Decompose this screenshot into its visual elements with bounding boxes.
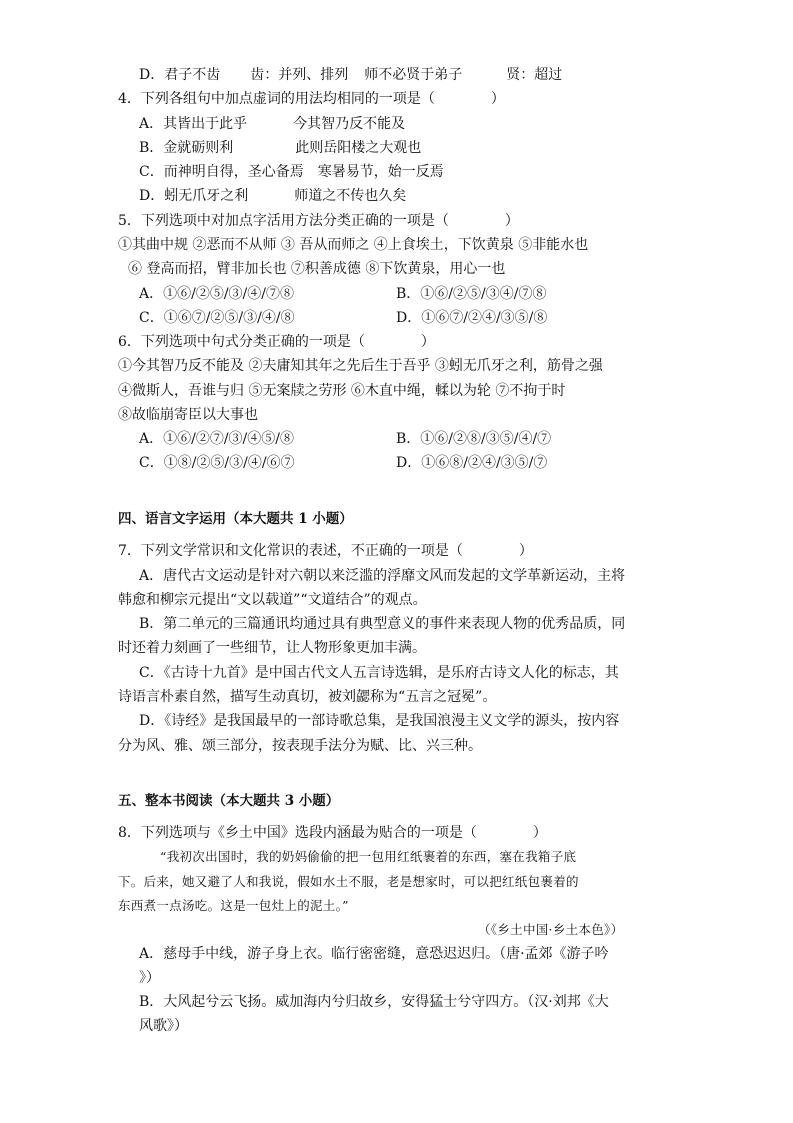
q8-option-b-line2: 风歌》） <box>139 1018 188 1034</box>
q7-option-a-line1: A．唐代古文运动是针对六朝以来泛滥的浮靡文风而发起的文学革新运动，主将 <box>139 568 626 584</box>
q7-option-c-line1: C．《古诗十九首》是中国古代文人五言诗选辑，是乐府古诗文人化的标志，其 <box>139 665 619 681</box>
q6-option-d: D．①⑥⑧/②④/③⑤/⑦ <box>396 455 548 471</box>
q4-option-d <box>139 186 406 206</box>
q8-quote-line1: “我初次出国时，我的奶妈偷偷的把一包用红纸裹着的东西，塞在我箱子底 <box>160 849 577 864</box>
q6-option-c: C．①⑧/②⑤/③/④/⑥⑦ <box>139 455 295 471</box>
q7-option-b-line1: B．第二单元的三篇通讯均通过具有典型意义的事件来表现人物的优秀品质，同 <box>139 616 626 632</box>
q6-option-b: B．①⑥/②⑧/③⑤/④/⑦ <box>396 431 552 447</box>
q8-quote-line2: 下。后来，她又避了人和我说，假如水土不服，老是想家时，可以把红纸包裹着的 <box>118 874 579 889</box>
q8-quote-source: （《乡土中国·乡土本色》） <box>478 922 624 937</box>
q4-option-b <box>139 138 421 158</box>
q7-option-a-line2: 韩愈和柳宗元提出“文以载道”“文道结合”的观点。 <box>118 592 427 608</box>
q7-stem: 7．下列文学常识和文化常识的表述，不正确的一项是（ ） <box>118 543 533 559</box>
q8-quote-line3: 东西煮一点汤吃。这是一包灶上的泥土。” <box>118 898 349 913</box>
q4-option-c: C．而神明自得，圣心备焉 寒暑易节，始一反焉 <box>139 164 444 180</box>
q6-stem: 6．下列选项中句式分类正确的一项是（ ） <box>118 334 435 350</box>
q8-option-a-line2: 》） <box>139 970 160 986</box>
q5-option-c: C．①⑥⑦/②⑤/③/④/⑧ <box>139 310 295 326</box>
q5-items-line1: ①其曲中规 ②恶而不从师 ③ 吾从而师之 ④上食埃土，下饮黄泉 ⑤非能水也 <box>118 237 589 253</box>
section-5-title: 五、整本书阅读（本大题共 3 小题） <box>118 793 340 809</box>
q7-option-d-line1: D．《诗经》是我国最早的一部诗歌总集，是我国浪漫主义文学的源头，按内容 <box>139 713 620 729</box>
q4-option-d-part2: 师道之不传也久矣 <box>294 188 407 204</box>
q8-option-a-line1: A．慈母手中线，游子身上衣。临行密密缝，意恐迟迟归。（唐·孟郊《游子吟 <box>139 946 609 962</box>
q5-items-line2: ⑥ 登高而招，臂非加长也 ⑦积善成德 ⑧下饮黄泉，用心一也 <box>128 261 506 277</box>
q3-option-d-part1: 君子不齿 <box>164 67 221 83</box>
q6-items-line3: ⑧故临崩寄臣以大事也 <box>118 407 258 423</box>
q3-option-d-letter: D． <box>139 67 165 83</box>
q5-option-b: B．①⑥/②⑤/③④/⑦⑧ <box>396 286 547 302</box>
q3-option-d-part2: 齿：并列、排列 <box>250 67 349 83</box>
q6-option-a: A．①⑥/②⑦/③/④⑤/⑧ <box>139 431 294 447</box>
q3-option-d-part4: 贤：超过 <box>506 67 563 83</box>
q4-option-b-part2: 此则岳阳楼之大观也 <box>295 140 422 156</box>
q4-option-a <box>139 114 405 134</box>
q3-option-d <box>139 65 562 85</box>
q5-stem: 5．下列选项中对加点字活用方法分类正确的一项是（ ） <box>118 213 519 229</box>
q4-stem: 4．下列各组句中加点虚词的用法均相同的一项是（ ） <box>118 91 505 107</box>
q7-option-d-line2: 分为风、雅、颂三部分，按表现手法分为赋、比、兴三种。 <box>118 738 482 754</box>
q4-option-b-part1: B．金就砺则利 <box>139 140 234 156</box>
q6-items-line1: ①今其智乃反不能及 ②夫庸知其年之先后生于吾乎 ③蚓无爪牙之利，筋骨之强 <box>118 358 603 374</box>
q3-option-d-part3: 师不必贤于弟子 <box>364 67 463 83</box>
q4-option-d-part1: D．蚓无爪牙之利 <box>139 188 249 204</box>
q5-option-d: D．①⑥⑦/②④/③⑤/⑧ <box>396 310 548 326</box>
q8-stem: 8．下列选项与《乡土中国》选段内涵最为贴合的一项是（ ） <box>118 825 547 841</box>
q7-option-c-line2: 诗语言朴素自然，描写生动真切，被刘勰称为“五言之冠冕”。 <box>118 689 497 705</box>
q7-option-b-line2: 时还着力刻画了一些细节，让人物形象更加丰满。 <box>118 640 426 656</box>
q6-items-line2: ④微斯人，吾谁与归 ⑤无案牍之劳形 ⑥木直中绳，輮以为轮 ⑦不拘于时 <box>118 383 566 399</box>
q5-option-a: A．①⑥/②⑤/③/④/⑦⑧ <box>139 286 294 302</box>
q4-option-a-part2: 今其智乃反不能及 <box>293 116 406 132</box>
q8-option-b-line1: B．大风起兮云飞扬。威加海内兮归故乡，安得猛士兮守四方。（汉·刘邦《大 <box>139 994 609 1010</box>
section-4-title: 四、语言文字运用（本大题共 1 小题） <box>118 511 353 527</box>
q4-option-a-part1: A．其皆出于此乎 <box>139 116 248 132</box>
